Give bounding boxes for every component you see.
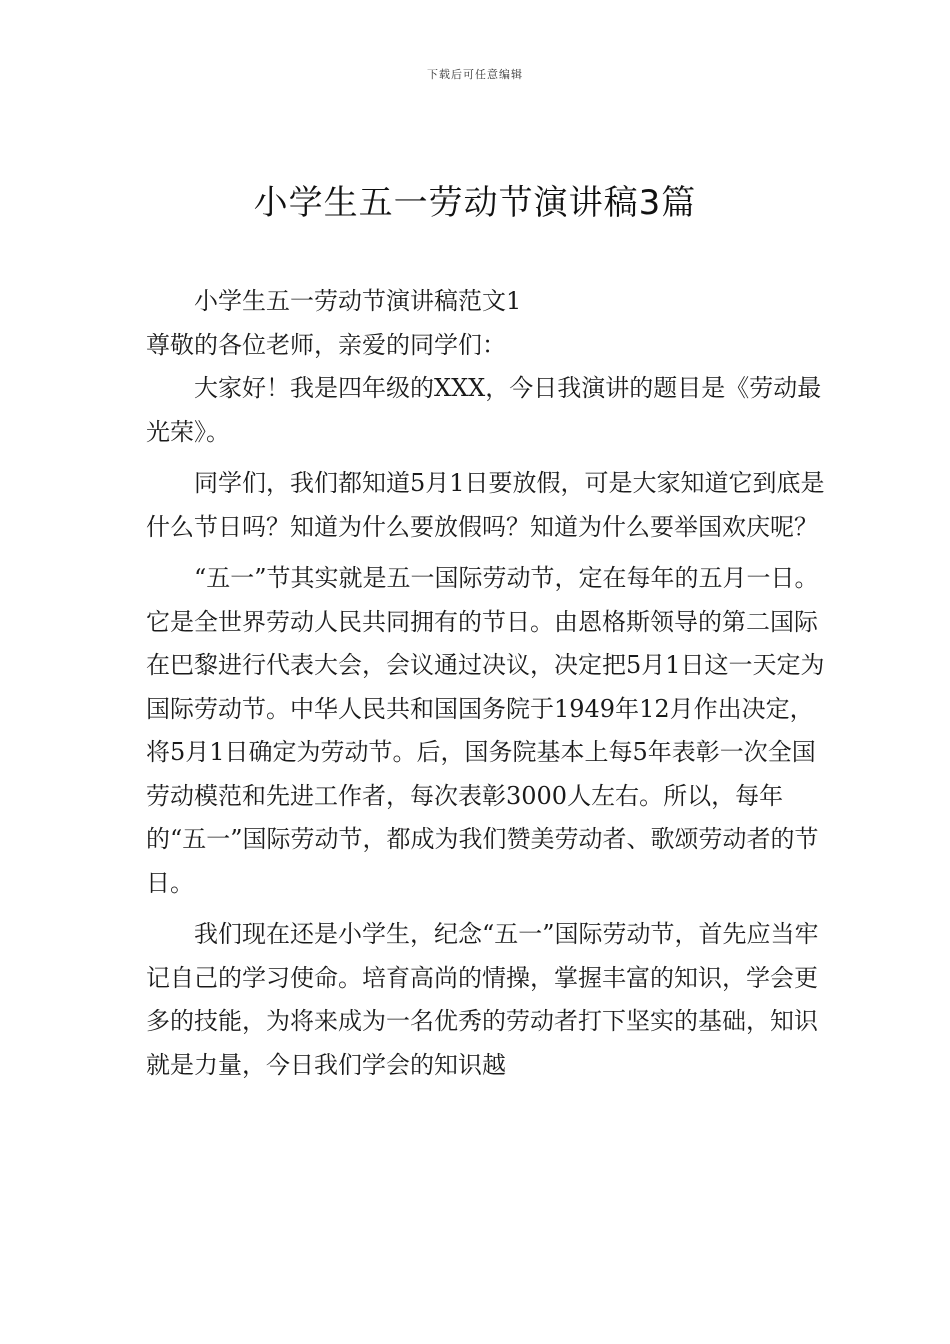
paragraph-question: 同学们，我们都知道5月1日要放假，可是大家知道它到底是什么节日吗？知道为什么要放假吗？知道为什么要举国欢庆呢？ [146,469,825,541]
paragraph-greeting: 大家好！我是四年级的XXX，今日我演讲的题目是《劳动最光荣》。 [146,374,822,446]
salutation: 尊敬的各位老师，亲爱的同学们： [146,330,506,359]
document-body [146,280,826,1087]
header-note: 下载后可任意编辑 [427,68,523,81]
paragraph-student-mission: 我们现在还是小学生，纪念“五一”国际劳动节，首先应当牢记自己的学习使命。培育高尚的情操，掌握丰富的知识，学会更多的技能，为将来成为一名优秀的劳动者打下坚实的基础，知识就是力量，今日我们学会的知识越 [146,920,819,1079]
document-title: 小学生五一劳动节演讲稿3篇 [253,183,697,223]
section-heading: 小学生五一劳动节演讲稿范文1 [194,287,522,315]
paragraph-history: “五一”节其实就是五一国际劳动节，定在每年的五月一日。它是全世界劳动人民共同拥有的节日。由恩格斯领导的第二国际在巴黎进行代表大会，会议通过决议，决定把5月1日这一天定为国际劳动节。中华人民共和国国务院于1949年12月作出决定，将5月1日确定为劳动节。后，国务院基本上每5年表彰一次全国劳动模范和先进工作者，每次表彰3000人左右。所以，每年的“五一”国际劳动节，都成为我们赞美劳动者、歌颂劳动者的节日。 [146,564,825,897]
